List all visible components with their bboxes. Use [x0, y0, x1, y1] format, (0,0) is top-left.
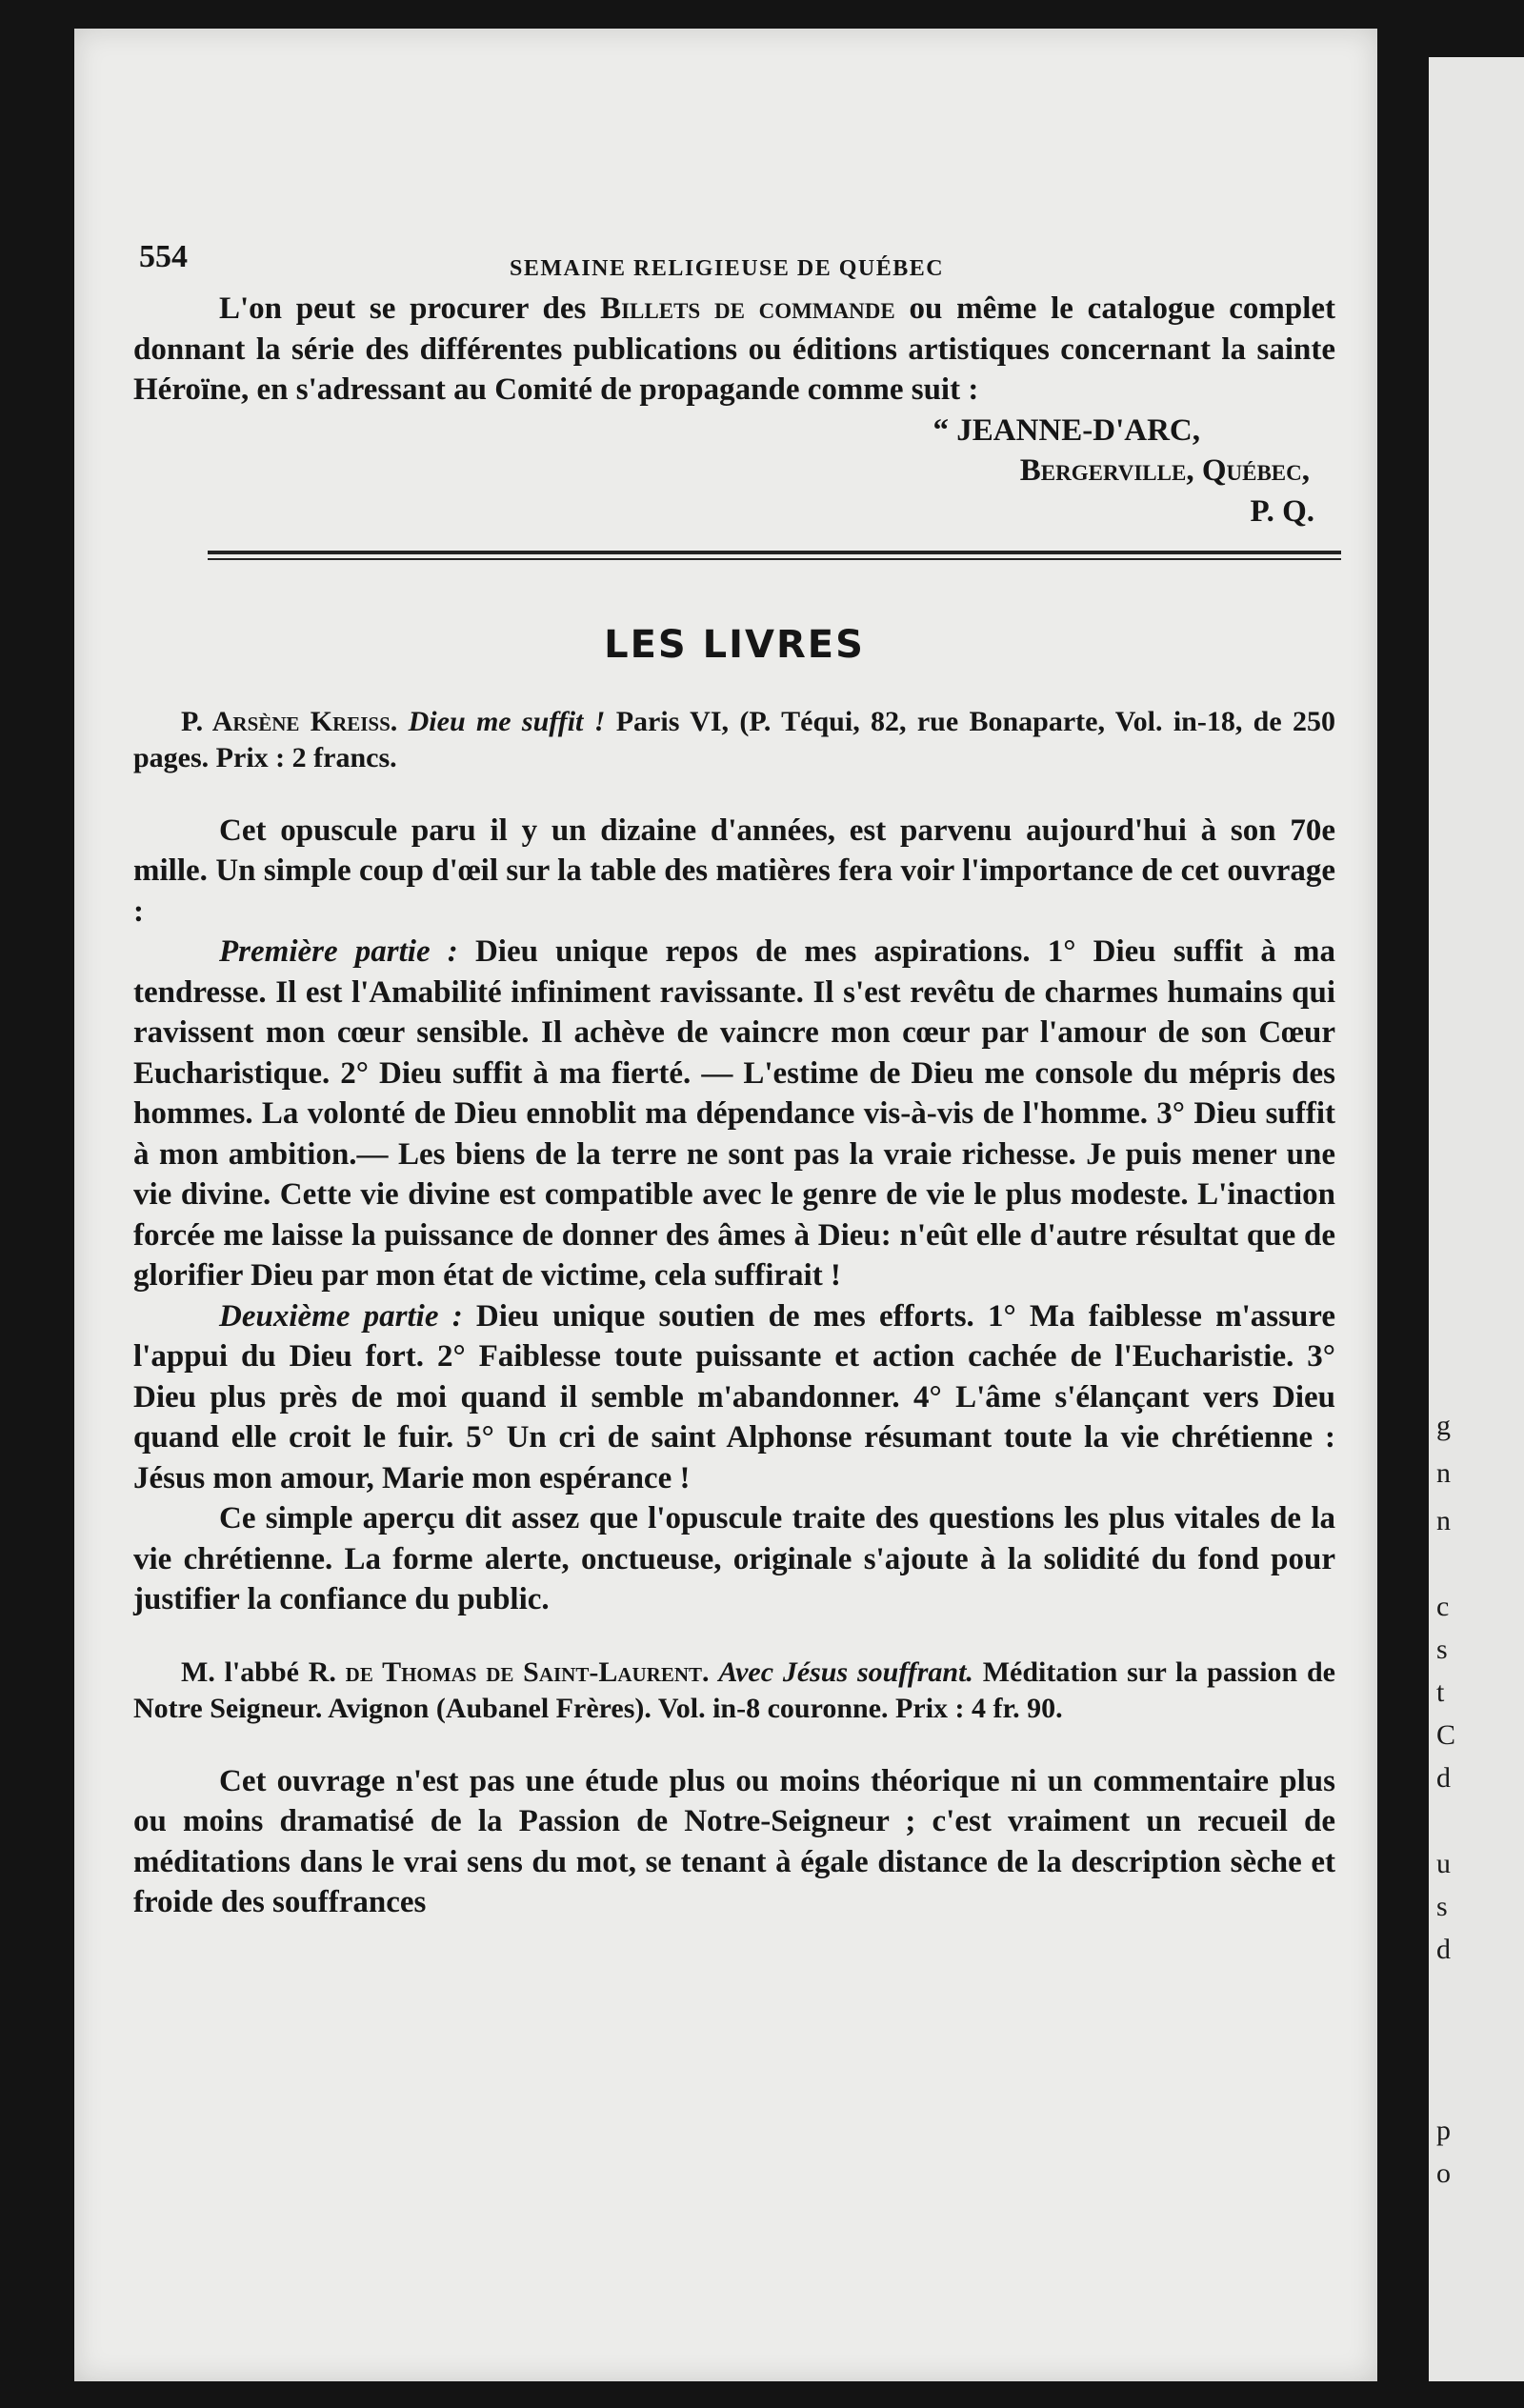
- book-2-title: Avec Jésus souffrant.: [718, 1656, 973, 1688]
- next-page-fragment: t: [1436, 1676, 1445, 1708]
- page-header: [133, 214, 1335, 281]
- intro-paragraph: L'on peut se procurer des Billets de commande ou même le catalogue complet donnant la série des différentes publications ou éditions artistiques concernant la sainte Héroïne, en s'adressant au Comité de propagande comme suit :: [133, 291, 1336, 407]
- next-page-fragment: n: [1436, 1457, 1451, 1489]
- next-page-fragment: c: [1436, 1591, 1450, 1622]
- book-1-author: P. Arsène Kreiss.: [181, 705, 398, 737]
- address-line-1: “ JEANNE-D'ARC,: [932, 412, 1200, 448]
- section-title: LES LIVRES: [604, 623, 865, 667]
- book-entry-2: M. l'abbé R. de Thomas de Saint-Laurent. Avec Jésus souffrant. Méditation sur la passion de Notre Seigneur. Avignon (Aubanel Frères). Vol. in-8 couronne. Prix : 4 fr. 90.: [133, 1656, 1335, 1724]
- book-2-details: Méditation sur la passion de Notre Seigneur. Avignon (Aubanel Frères). Vol. in-8 couronne. Prix : 4 fr. 90.: [133, 1656, 1335, 1724]
- next-page-fragment: u: [1436, 1848, 1451, 1879]
- next-page-fragment: g: [1436, 1410, 1451, 1441]
- review-1-paragraph-4: Ce simple aperçu dit assez que l'opuscule traite des questions les plus vitales de la vie chrétienne. La forme alerte, onctueuse, originale s'ajoute à la solidité du fond pour justifier la confiance du public.: [133, 1501, 1335, 1616]
- next-page-fragment: p: [1436, 2115, 1451, 2146]
- review-1-part-2: Deuxième partie : Dieu unique soutien de mes efforts. 1° Ma faiblesse m'assure l'appui du Dieu fort. 2° Faiblesse toute puissante et action cachée de l'Eucharistie. 3° Dieu plus près de moi quand il semble m'abandonner. 4° L'âme s'élançant vers Dieu quand elle croit le fuir. 5° Un cri de saint Alphonse résumant toute la vie chrétienne : Jésus mon amour, Marie mon espérance !: [133, 1298, 1336, 1495]
- address-line-2: Bergerville, Québec,: [1019, 453, 1310, 488]
- next-page-fragment: C: [1436, 1719, 1456, 1751]
- next-page-fragment: n: [1436, 1505, 1451, 1536]
- book-1-details: Paris VI, (P. Téqui, 82, rue Bonaparte, Vol. in-18, de 250 pages. Prix : 2 francs.: [133, 705, 1336, 773]
- billets-de-commande: Billets de commande: [600, 291, 895, 326]
- next-page-fragment: s: [1436, 1891, 1448, 1922]
- next-page-fragment: o: [1436, 2157, 1451, 2189]
- page-content: [133, 214, 1335, 1923]
- address-block: [133, 411, 1335, 532]
- next-page-fragment: s: [1436, 1634, 1448, 1665]
- adjacent-page-edge: [1429, 57, 1524, 2381]
- review-1-part-1: Première partie : Dieu unique repos de mes aspirations. 1° Dieu suffit à ma tendresse. Il est l'Amabilité infiniment ravissante. Il s'est revêtu de charmes humains qui ravissent mon cœur sensible. Il achève de vaincre mon cœur par l'amour de son Cœur Eucharistique. 2° Dieu suffit à ma fierté. — L'estime de Dieu me console du mépris des hommes. La volonté de Dieu ennoblit ma dépendance vis-à-vis de l'homme. 3° Dieu suffit à mon ambition.— Les biens de la terre ne sont pas la vraie richesse. Je puis mener une vie divine. Cette vie divine est compatible avec le genre de vie le plus modeste. L'inaction forcée me laisse la puissance de donner des âmes à Dieu: n'eût elle d'autre résultat que de glorifier Dieu par mon état de victime, cela suffirait !: [133, 934, 1335, 1293]
- running-title: SEMAINE RELIGIEUSE DE QUÉBEC: [510, 256, 945, 281]
- next-page-fragment: d: [1436, 1934, 1451, 1965]
- book-2-author: de Thomas de Saint-Laurent.: [345, 1656, 710, 1688]
- review-2-paragraph-1: Cet ouvrage n'est pas une étude plus ou moins théorique ni un commentaire plus ou moins dramatisé de la Passion de Notre-Seigneur ; c'est vraiment un recueil de méditations dans le vrai sens du mot, se tenant à égale distance de la description sèche et froide des souffrances: [133, 1763, 1335, 1919]
- review-1-paragraph-1: Cet opuscule paru il y un dizaine d'années, est parvenu aujourd'hui à son 70e mille. Un simple coup d'œil sur la table des matières fera voir l'importance de cet ouvrage :: [133, 813, 1335, 929]
- book-entry-1: [133, 704, 1335, 776]
- page-number: 554: [139, 239, 188, 274]
- address-line-3: P. Q.: [1250, 493, 1314, 529]
- section-divider: [208, 551, 1341, 560]
- book-1-title: Dieu me suffit !: [408, 705, 606, 737]
- next-page-fragment: d: [1436, 1762, 1451, 1794]
